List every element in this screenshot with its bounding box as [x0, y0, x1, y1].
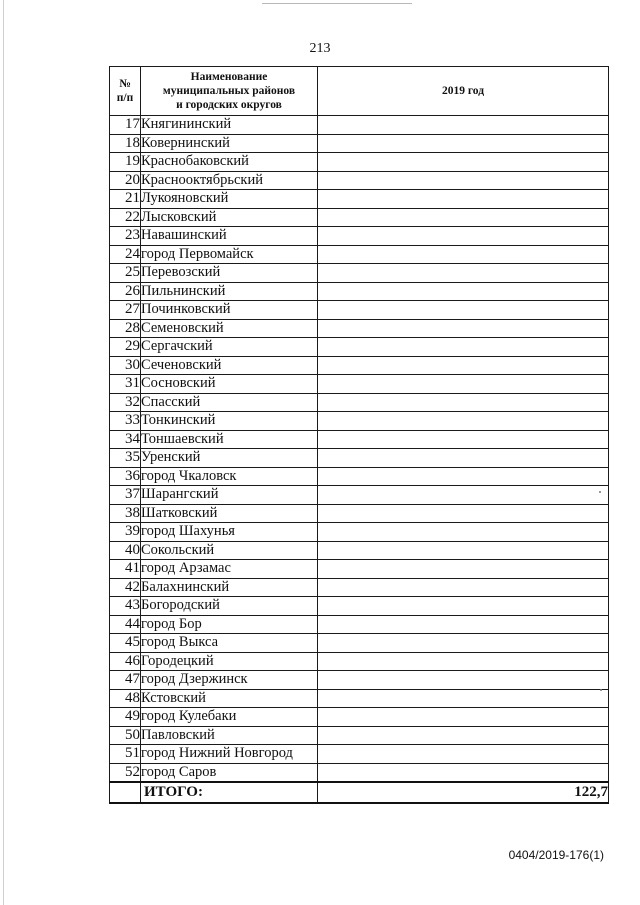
row-number: 32: [110, 393, 141, 412]
header-name: [141, 67, 318, 116]
row-number: 34: [110, 430, 141, 449]
district-name: Тоншаевский: [141, 430, 318, 449]
district-name: город Саров: [141, 763, 318, 782]
district-name: Городецкий: [141, 652, 318, 671]
table-row: [110, 116, 609, 135]
district-name: Перевозский: [141, 264, 318, 283]
row-number: 19: [110, 153, 141, 172]
row-number: 44: [110, 615, 141, 634]
year-value: [318, 134, 609, 153]
table-row: [110, 227, 609, 246]
row-number: 27: [110, 301, 141, 320]
row-number: 40: [110, 541, 141, 560]
district-name: Шатковский: [141, 504, 318, 523]
table-row: [110, 708, 609, 727]
table-row: [110, 430, 609, 449]
district-name: Лукояновский: [141, 190, 318, 209]
row-number: 33: [110, 412, 141, 431]
district-name: город Выкса: [141, 634, 318, 653]
row-number: 23: [110, 227, 141, 246]
scan-speck: [600, 689, 602, 691]
table-row: [110, 726, 609, 745]
district-name: город Первомайск: [141, 245, 318, 264]
year-value: [318, 486, 609, 505]
table-row: [110, 763, 609, 782]
district-name: Уренский: [141, 449, 318, 468]
district-name: Павловский: [141, 726, 318, 745]
year-value: [318, 578, 609, 597]
table-row: [110, 245, 609, 264]
row-number: 41: [110, 560, 141, 579]
year-value: [318, 171, 609, 190]
row-number: 36: [110, 467, 141, 486]
total-row: [110, 782, 609, 803]
district-name: Сосновский: [141, 375, 318, 394]
district-name: Балахнинский: [141, 578, 318, 597]
year-value: [318, 560, 609, 579]
row-number: 46: [110, 652, 141, 671]
table-row: [110, 486, 609, 505]
year-value: [318, 523, 609, 542]
scan-speck: [599, 491, 601, 493]
table-row: [110, 671, 609, 690]
table-row: [110, 171, 609, 190]
table-header-row: [110, 67, 609, 116]
row-number: 37: [110, 486, 141, 505]
year-value: [318, 634, 609, 653]
row-number: 21: [110, 190, 141, 209]
table-row: [110, 689, 609, 708]
row-number: 50: [110, 726, 141, 745]
table-row: [110, 523, 609, 542]
year-value: [318, 245, 609, 264]
year-value: [318, 190, 609, 209]
row-number: 28: [110, 319, 141, 338]
year-value: [318, 597, 609, 616]
district-name: Починковский: [141, 301, 318, 320]
year-value: [318, 763, 609, 782]
row-number: 39: [110, 523, 141, 542]
year-value: [318, 726, 609, 745]
table-row: [110, 652, 609, 671]
table-row: [110, 338, 609, 357]
row-number: 29: [110, 338, 141, 357]
year-value: [318, 375, 609, 394]
row-number: 22: [110, 208, 141, 227]
row-number: 17: [110, 116, 141, 135]
year-value: [318, 708, 609, 727]
districts-table: [109, 66, 609, 804]
year-value: [318, 227, 609, 246]
row-number: 48: [110, 689, 141, 708]
table-row: [110, 560, 609, 579]
table-row: [110, 301, 609, 320]
table-row: [110, 597, 609, 616]
year-value: [318, 301, 609, 320]
row-number: 47: [110, 671, 141, 690]
year-value: [318, 264, 609, 283]
table-row: [110, 578, 609, 597]
table-row: [110, 393, 609, 412]
district-name: Богородский: [141, 597, 318, 616]
table-row: [110, 356, 609, 375]
district-name: Сергачский: [141, 338, 318, 357]
year-value: [318, 449, 609, 468]
table-row: [110, 504, 609, 523]
table-row: [110, 134, 609, 153]
year-value: [318, 541, 609, 560]
document-number: 0404/2019-176(1): [508, 848, 604, 862]
row-number: 35: [110, 449, 141, 468]
district-name: город Чкаловск: [141, 467, 318, 486]
row-number: 20: [110, 171, 141, 190]
total-num-cell: [110, 782, 141, 803]
row-number: 51: [110, 745, 141, 764]
header-name-label: Наименование муниципальных районов и городских округов: [162, 71, 296, 111]
district-name: город Шахунья: [141, 523, 318, 542]
row-number: 25: [110, 264, 141, 283]
district-name: Лысковский: [141, 208, 318, 227]
table-row: [110, 634, 609, 653]
year-value: [318, 116, 609, 135]
row-number: 38: [110, 504, 141, 523]
district-name: Кстовский: [141, 689, 318, 708]
district-name: Тонкинский: [141, 412, 318, 431]
year-value: [318, 208, 609, 227]
table-row: [110, 375, 609, 394]
year-value: [318, 615, 609, 634]
row-number: 52: [110, 763, 141, 782]
table-body: [110, 116, 609, 783]
year-value: [318, 412, 609, 431]
district-name: Княгининский: [141, 116, 318, 135]
year-value: [318, 430, 609, 449]
year-value: [318, 319, 609, 338]
table-row: [110, 541, 609, 560]
row-number: 45: [110, 634, 141, 653]
district-name: город Арзамас: [141, 560, 318, 579]
row-number: 30: [110, 356, 141, 375]
total-value: 122,7: [318, 782, 609, 803]
table-row: [110, 615, 609, 634]
district-name: Ковернинский: [141, 134, 318, 153]
district-name: Навашинский: [141, 227, 318, 246]
row-number: 26: [110, 282, 141, 301]
row-number: 18: [110, 134, 141, 153]
table-row: [110, 319, 609, 338]
row-number: 31: [110, 375, 141, 394]
table-row: [110, 208, 609, 227]
district-name: Сокольский: [141, 541, 318, 560]
scan-edge-top: [262, 3, 412, 4]
row-number: 24: [110, 245, 141, 264]
district-name: Краснобаковский: [141, 153, 318, 172]
header-year-label: 2019 год: [441, 85, 485, 97]
district-name: город Нижний Новгород: [141, 745, 318, 764]
district-name: Пильнинский: [141, 282, 318, 301]
table-row: [110, 190, 609, 209]
table-row: [110, 467, 609, 486]
row-number: 42: [110, 578, 141, 597]
row-number: 43: [110, 597, 141, 616]
year-value: [318, 689, 609, 708]
table-row: [110, 745, 609, 764]
year-value: [318, 338, 609, 357]
year-value: [318, 652, 609, 671]
header-num-label: № п/п: [116, 78, 134, 104]
page-number: 213: [309, 41, 331, 56]
district-name: Семеновский: [141, 319, 318, 338]
district-name: Спасский: [141, 393, 318, 412]
year-value: [318, 745, 609, 764]
table-row: [110, 412, 609, 431]
scan-edge-left: [3, 0, 4, 905]
district-name: город Кулебаки: [141, 708, 318, 727]
table-row: [110, 264, 609, 283]
district-name: город Бор: [141, 615, 318, 634]
district-name: Сеченовский: [141, 356, 318, 375]
row-number: 49: [110, 708, 141, 727]
table-row: [110, 153, 609, 172]
year-value: [318, 356, 609, 375]
total-label: ИТОГО:: [141, 782, 318, 803]
year-value: [318, 153, 609, 172]
table-row: [110, 282, 609, 301]
table-row: [110, 449, 609, 468]
district-name: Шарангский: [141, 486, 318, 505]
year-value: [318, 504, 609, 523]
district-name: город Дзержинск: [141, 671, 318, 690]
year-value: [318, 671, 609, 690]
year-value: [318, 393, 609, 412]
district-name: Краснооктябрьский: [141, 171, 318, 190]
year-value: [318, 282, 609, 301]
header-num: [110, 67, 141, 116]
header-year: [318, 67, 609, 116]
year-value: [318, 467, 609, 486]
